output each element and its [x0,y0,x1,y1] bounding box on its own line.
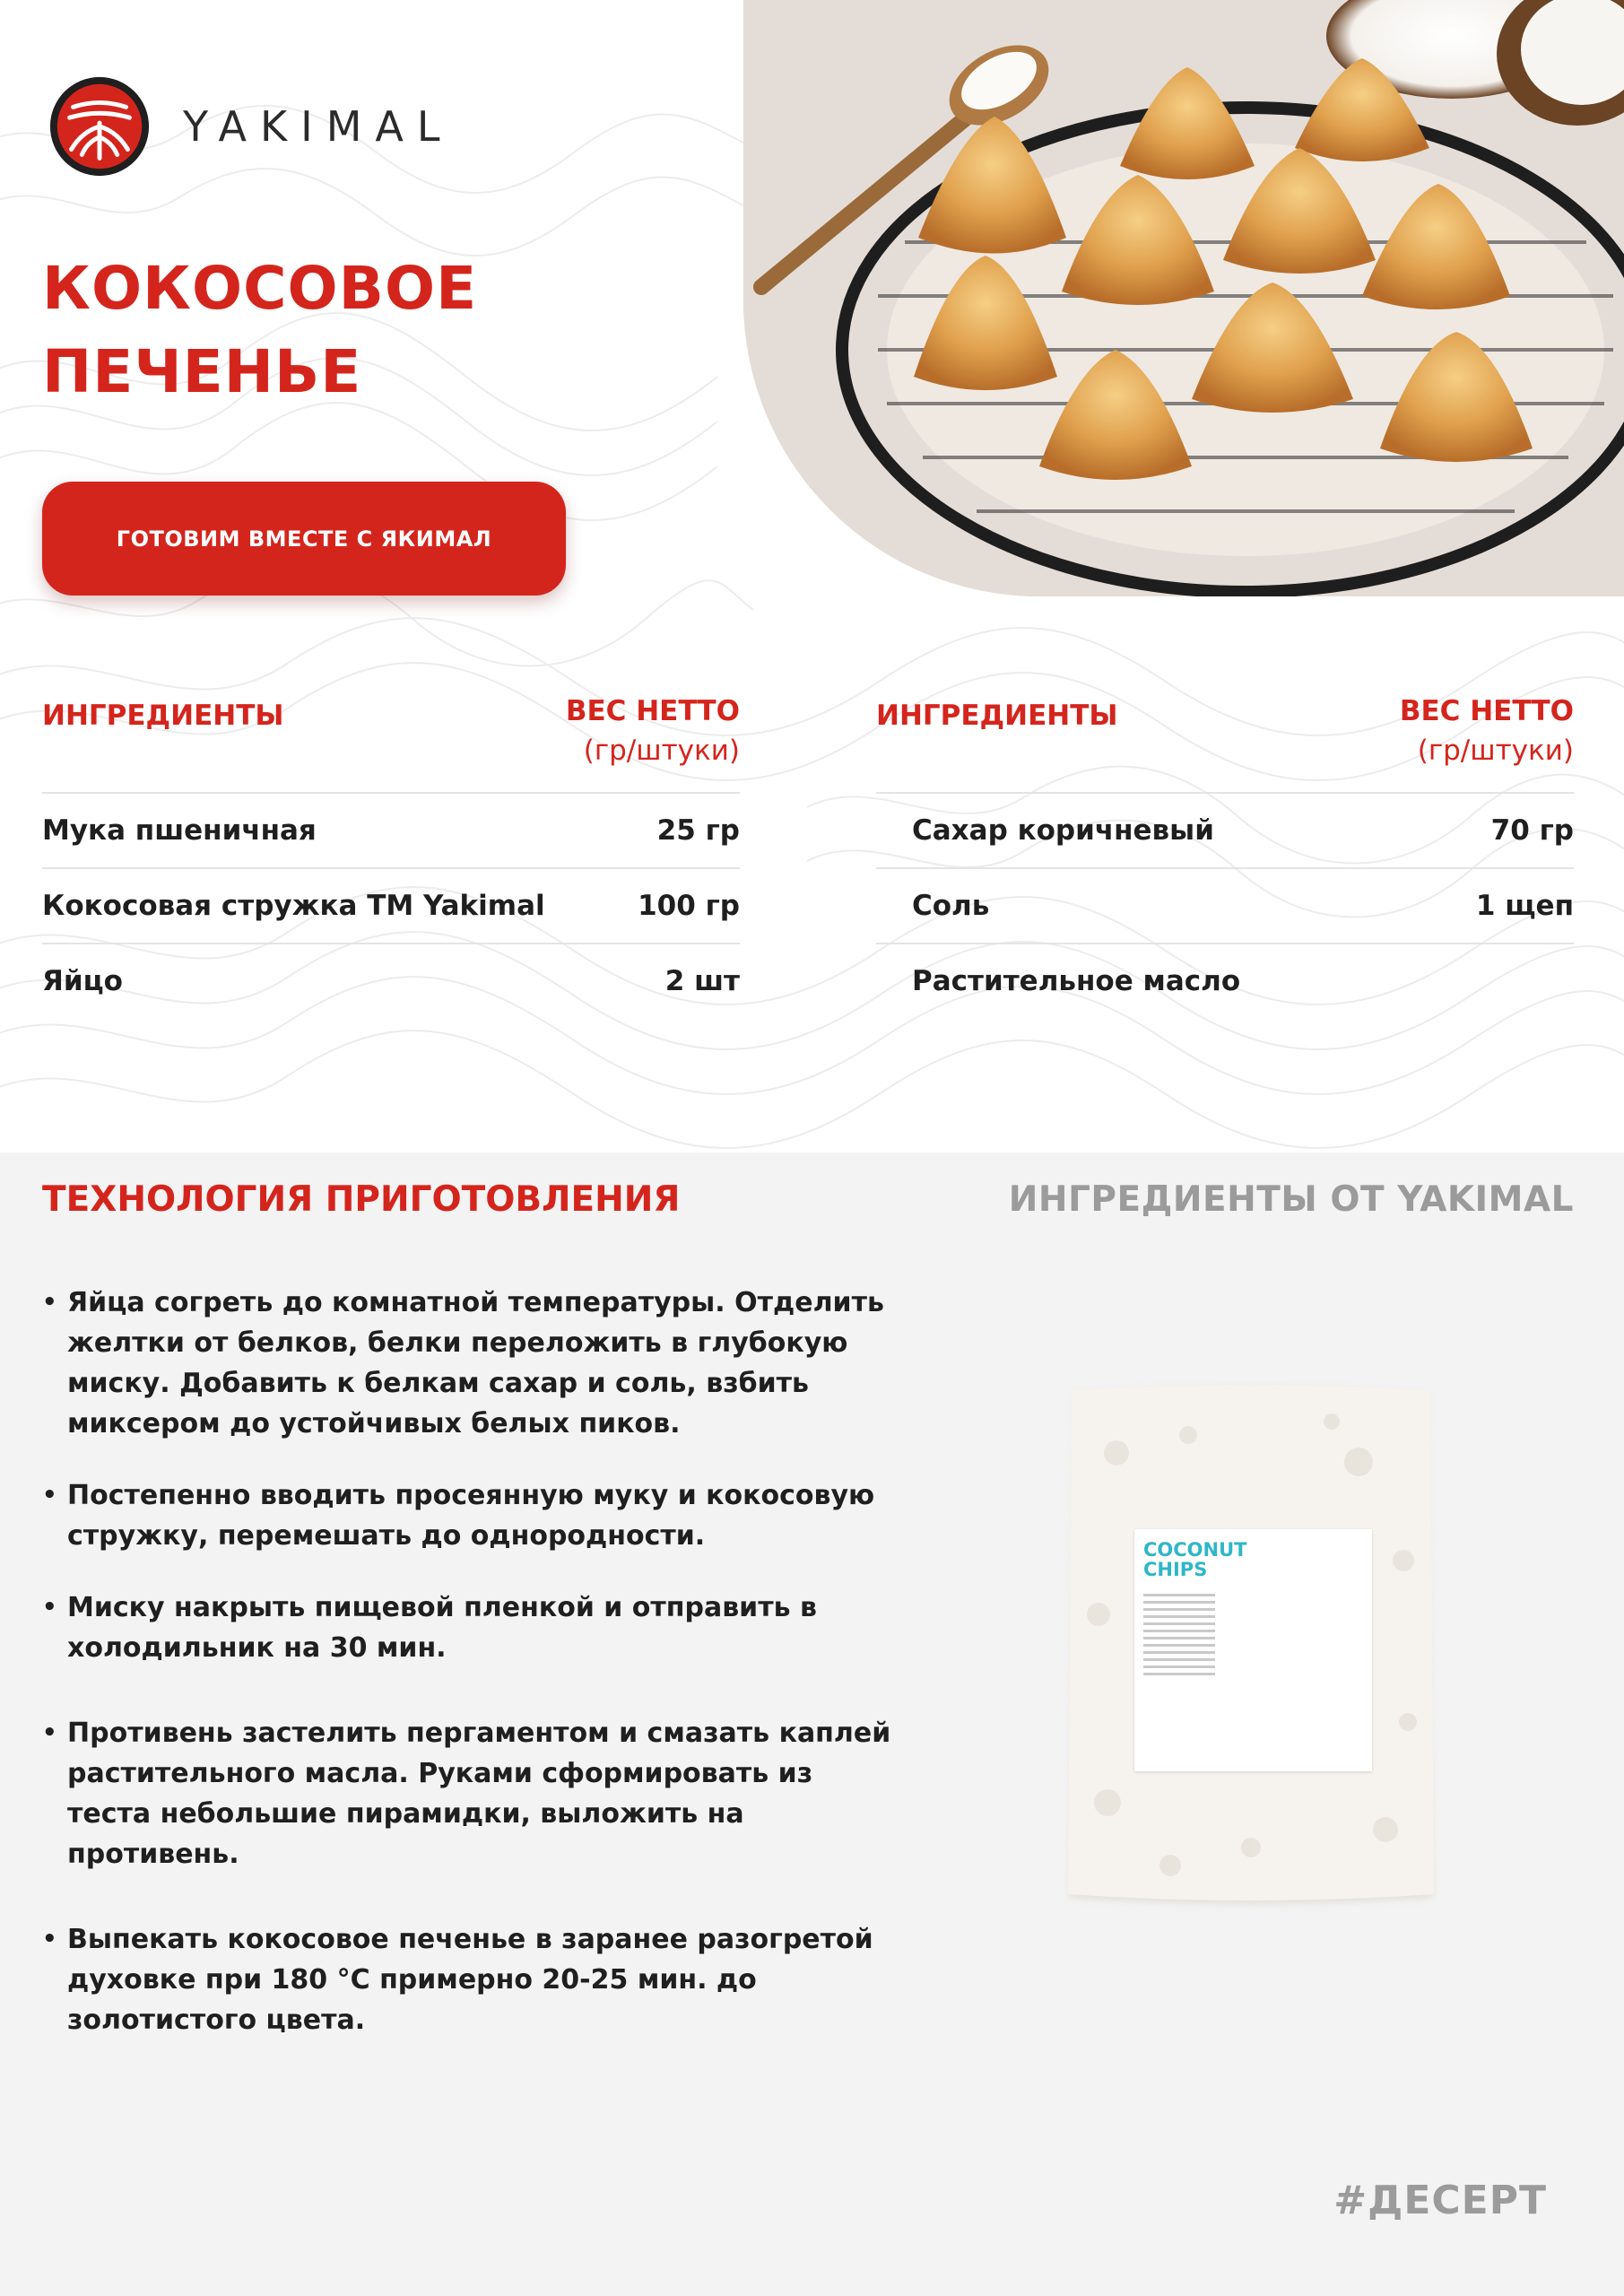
ingredient-row [876,944,1574,1018]
preparation-step: • Миску накрыть пищевой пленкой и отправить в холодильник на 30 мин. [42,1587,894,1668]
package-label-text-lines [1143,1594,1215,1680]
ingredients-header [42,695,740,794]
preparation-steps [42,1283,894,2040]
yakimal-logo-icon [47,74,152,179]
ingredients-table-left [42,695,740,1018]
ingredient-name: Соль [912,890,990,922]
weight-header [566,695,740,767]
technology-title: ТЕХНОЛОГИЯ ПРИГОТОВЛЕНИЯ [42,1179,681,1220]
ingredients-header-title: ИНГРЕДИЕНТЫ [42,700,284,732]
cook-together-button[interactable]: ГОТОВИМ ВМЕСТЕ С ЯКИМАЛ [42,482,566,596]
ingredient-name: Растительное масло [912,965,1241,997]
ingredient-name: Мука пшеничная [42,814,317,847]
ingredient-name: Яйцо [42,965,123,997]
ingredients-table-right [876,695,1574,1018]
package-brand-line-2: CHIPS [1143,1559,1208,1580]
preparation-step: • Противень застелить пергаментом и смазать каплей растительного масла. Руками сформировать из теста небольшие пирамидки, выложить на противень. [42,1713,894,1874]
ingredient-amount: 100 гр [638,890,740,922]
brand-logo[interactable] [47,74,454,179]
recipe-title-line-2: ПЕЧЕНЬЕ [42,337,362,406]
package-brand [1143,1540,1246,1579]
preparation-step: • Выпекать кокосовое печенье в заранее разогретой духовке при 180 °С примерно 20-25 мин. до золотистого цвета. [42,1919,894,2040]
ingredients-header [876,695,1574,794]
weight-header-unit: (гр/штуки) [583,735,740,767]
yakimal-ingredients-title: ИНГРЕДИЕНТЫ ОТ YAKIMAL [1008,1179,1574,1220]
weight-header-label: ВЕС НЕТТО [565,695,740,727]
hashtag-label: #ДЕСЕРТ [1333,2178,1547,2223]
ingredient-name: Кокосовая стружка ТМ Yakimal [42,890,545,922]
brand-name: YAKIMAL [183,102,454,151]
ingredient-name: Сахар коричневый [912,814,1214,847]
ingredient-amount: 25 гр [656,814,740,847]
ingredient-row [876,869,1574,944]
cookies-photo-illustration [743,0,1624,596]
weight-header-unit: (гр/штуки) [1417,735,1574,767]
ingredients-header-title: ИНГРЕДИЕНТЫ [876,700,1118,732]
preparation-step: • Постепенно вводить просеянную муку и кокосовую стружку, перемешать до однородности. [42,1475,894,1556]
ingredient-row [42,944,740,1018]
cookies-photo [743,0,1624,596]
weight-header-label: ВЕС НЕТТО [1399,695,1574,727]
bottom-section [0,1152,1624,2296]
ingredient-row [42,869,740,944]
ingredient-amount: 2 шт [664,965,740,997]
preparation-step: • Яйца согреть до комнатной температуры. Отделить желтки от белков, белки переложить в глубокую миску. Добавить к белкам сахар и соль, взбить миксером до устойчивых белых пиков. [42,1283,894,1444]
ingredient-amount: 1 щеп [1475,890,1574,922]
recipe-title-line-1: КОКОСОВОЕ [42,254,478,323]
package-brand-line-1: COCONUT [1143,1539,1247,1561]
recipe-title [42,247,477,413]
ingredient-row [42,794,740,869]
weight-header [1400,695,1574,767]
coconut-chips-package[interactable] [1063,1381,1439,1910]
ingredient-row [876,794,1574,869]
ingredient-amount: 70 гр [1490,814,1574,847]
package-label [1134,1529,1372,1771]
